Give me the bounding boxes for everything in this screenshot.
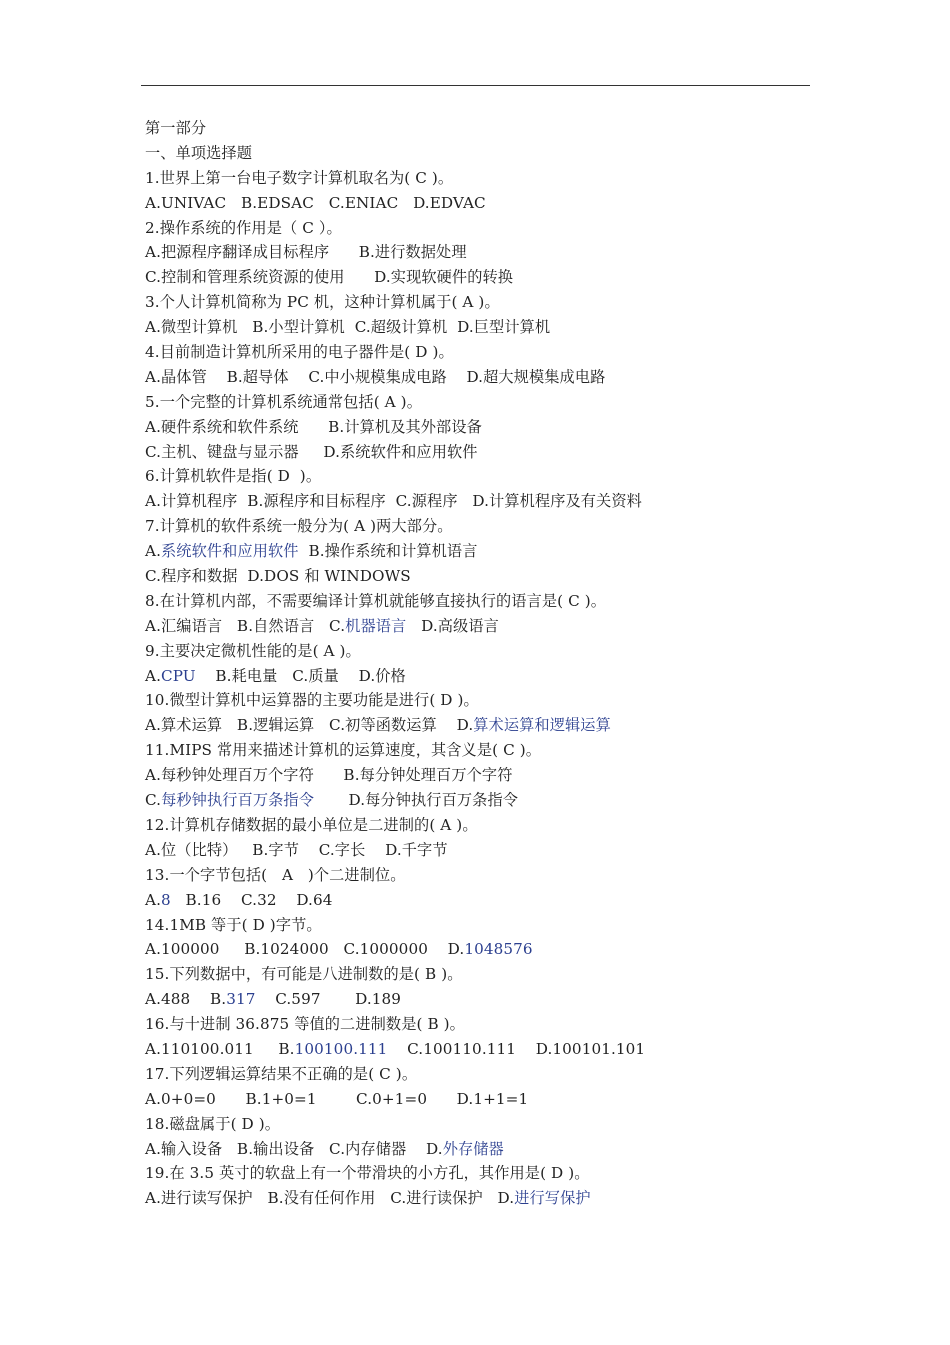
options-line	[145, 763, 825, 788]
highlighted-answer-text: 外存储器	[442, 1139, 504, 1158]
line-text: 14.1MB 等于( D )字节。	[145, 915, 322, 934]
options-line	[145, 1186, 825, 1211]
question-line	[145, 962, 825, 987]
line-text: C.100110.111 D.100101.101	[387, 1039, 646, 1058]
options-line	[145, 1087, 825, 1112]
options-line	[145, 489, 825, 514]
line-text: B.操作系统和计算机语言	[298, 542, 478, 561]
options-line	[145, 315, 825, 340]
options-line	[145, 664, 825, 689]
line-text: A.	[145, 542, 161, 561]
question-line	[145, 589, 825, 614]
line-text: 6.计算机软件是指( D )。	[145, 467, 322, 486]
question-line	[145, 290, 825, 315]
options-line	[145, 1037, 825, 1062]
highlighted-answer-text: 进行写保护	[514, 1189, 591, 1208]
highlighted-answer-text: CPU	[161, 666, 196, 685]
line-text: A.100000 B.1024000 C.1000000 D.	[145, 940, 465, 959]
line-text: A.把源程序翻译成目标程序 B.进行数据处理	[145, 243, 467, 262]
question-line	[145, 913, 825, 938]
line-text: A.UNIVAC B.EDSAC C.ENIAC D.EDVAC	[145, 193, 486, 212]
options-line	[145, 564, 825, 589]
line-text: A.位（比特） B.字节 C.字长 D.千字节	[145, 840, 448, 859]
options-line	[145, 788, 825, 813]
question-line	[145, 464, 825, 489]
line-text: C.	[145, 791, 162, 810]
highlighted-answer-text: 算术运算和逻辑运算	[473, 716, 611, 735]
line-text: A.硬件系统和软件系统 B.计算机及其外部设备	[145, 417, 482, 436]
highlighted-answer-text: 机器语言	[345, 616, 407, 635]
question-line	[145, 639, 825, 664]
line-text: 11.MIPS 常用来描述计算机的运算速度，其含义是( C )。	[145, 741, 542, 760]
highlighted-answer-text: 317	[226, 990, 256, 1009]
line-text: 9.主要决定微机性能的是( A )。	[145, 641, 361, 660]
subsection-title: 一、单项选择题	[145, 143, 253, 162]
line-text: C.程序和数据 D.DOS 和 WINDOWS	[145, 567, 411, 586]
line-text: 1.世界上第一台电子数字计算机取名为( C )。	[145, 168, 454, 187]
question-line	[145, 813, 825, 838]
line-text: 13.一个字节包括( A )个二进制位。	[145, 865, 406, 884]
line-text: A.0+0=0 B.1+0=1 C.0+1=0 D.1+1=1	[145, 1089, 529, 1108]
question-line	[145, 1062, 825, 1087]
line-text: A.	[145, 666, 161, 685]
highlighted-answer-text: 1048576	[464, 940, 533, 959]
options-line	[145, 838, 825, 863]
line-text: D.高级语言	[406, 616, 499, 635]
line-text: 18.磁盘属于( D )。	[145, 1114, 281, 1133]
line-text: A.110100.011 B.	[145, 1039, 295, 1058]
line-text: B.耗电量 C.质量 D.价格	[195, 666, 406, 685]
highlighted-answer-text: 8	[161, 890, 171, 909]
options-line	[145, 1137, 825, 1162]
question-list	[145, 166, 825, 1211]
options-line	[145, 987, 825, 1012]
question-line	[145, 1112, 825, 1137]
options-line	[145, 415, 825, 440]
line-text: 12.计算机存储数据的最小单位是二进制的( A )。	[145, 815, 478, 834]
question-line	[145, 216, 825, 241]
line-text: A.汇编语言 B.自然语言 C.	[145, 616, 346, 635]
question-line	[145, 390, 825, 415]
line-text: C.主机、键盘与显示器 D.系统软件和应用软件	[145, 442, 478, 461]
line-text: A.微型计算机 B.小型计算机 C.超级计算机 D.巨型计算机	[145, 318, 551, 337]
question-line	[145, 738, 825, 763]
line-text: 17.下列逻辑运算结果不正确的是( C )。	[145, 1064, 418, 1083]
options-line	[145, 365, 825, 390]
line-text: A.晶体管 B.超导体 C.中小规模集成电路 D.超大规模集成电路	[145, 367, 606, 386]
question-line	[145, 863, 825, 888]
options-line	[145, 713, 825, 738]
header-rule	[141, 85, 810, 86]
question-line	[145, 514, 825, 539]
options-line	[145, 937, 825, 962]
question-line	[145, 166, 825, 191]
document-body	[145, 116, 825, 1211]
line-text: 15.下列数据中，有可能是八进制数的是( B )。	[145, 965, 463, 984]
line-text: C.597 D.189	[255, 990, 402, 1009]
highlighted-answer-text: 系统软件和应用软件	[161, 542, 299, 561]
highlighted-answer-text: 每秒钟执行百万条指令	[161, 791, 314, 810]
question-line	[145, 1012, 825, 1037]
line-text: A.计算机程序 B.源程序和目标程序 C.源程序 D.计算机程序及有关资料	[145, 492, 642, 511]
options-line	[145, 240, 825, 265]
line-text: D.每分钟执行百万条指令	[313, 791, 519, 810]
options-line	[145, 539, 825, 564]
line-text: A.输入设备 B.输出设备 C.内存储器 D.	[145, 1139, 443, 1158]
line-text: A.算术运算 B.逻辑运算 C.初等函数运算 D.	[145, 716, 474, 735]
line-text: A.	[145, 890, 161, 909]
question-line	[145, 340, 825, 365]
line-text: 8.在计算机内部，不需要编译计算机就能够直接执行的语言是( C )。	[145, 591, 607, 610]
line-text: A.进行读写保护 B.没有任何作用 C.进行读保护 D.	[145, 1189, 515, 1208]
line-text: 4.目前制造计算机所采用的电子器件是( D )。	[145, 343, 454, 362]
options-line	[145, 191, 825, 216]
options-line	[145, 888, 825, 913]
line-text: 3.个人计算机简称为 PC 机，这种计算机属于( A )。	[145, 293, 500, 312]
line-text: 16.与十进制 36.875 等值的二进制数是( B )。	[145, 1015, 465, 1034]
line-text: 19.在 3.5 英寸的软盘上有一个带滑块的小方孔，其作用是( D )。	[145, 1164, 590, 1183]
line-text: 2.操作系统的作用是（ C ）。	[145, 218, 342, 237]
line-text: 10.微型计算机中运算器的主要功能是进行( D )。	[145, 691, 479, 710]
options-line	[145, 440, 825, 465]
line-text: A.488 B.	[145, 990, 227, 1009]
section-title: 第一部分	[145, 119, 207, 137]
line-text: 7.计算机的软件系统一般分为( A )两大部分。	[145, 517, 453, 536]
highlighted-answer-text: 100100.111	[294, 1039, 388, 1058]
line-text: C.控制和管理系统资源的使用 D.实现软硬件的转换	[145, 268, 514, 287]
options-line	[145, 265, 825, 290]
line-text: 5.一个完整的计算机系统通常包括( A )。	[145, 392, 422, 411]
question-line	[145, 688, 825, 713]
options-line	[145, 614, 825, 639]
question-line	[145, 1161, 825, 1186]
line-text: B.16 C.32 D.64	[170, 890, 333, 909]
line-text: A.每秒钟处理百万个字符 B.每分钟处理百万个字符	[145, 766, 513, 785]
